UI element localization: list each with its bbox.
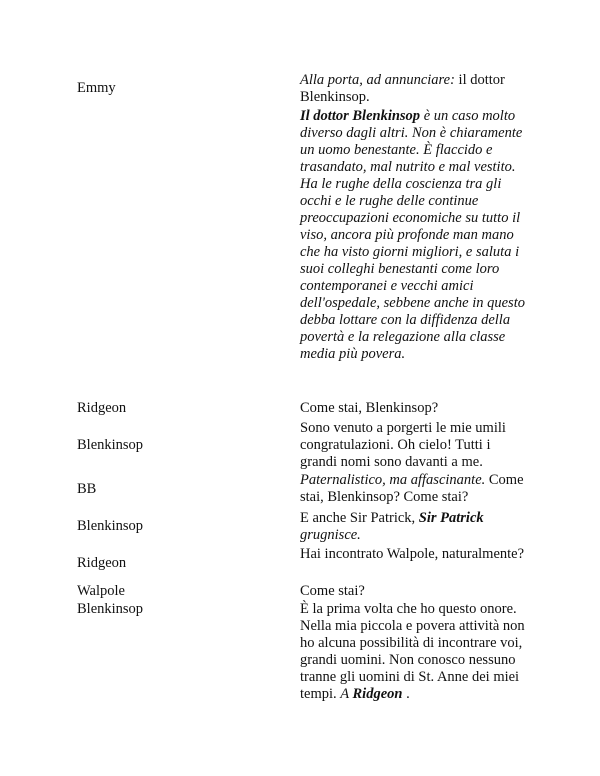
spoken-text: Come stai? xyxy=(300,583,365,599)
dialogue-text xyxy=(300,601,530,703)
dialogue-text xyxy=(300,472,530,506)
speaker-name: BB xyxy=(77,481,97,497)
stage-direction: A xyxy=(340,686,353,702)
character-name: Ridgeon xyxy=(352,686,403,702)
speaker-name: Blenkinsop xyxy=(77,437,144,453)
speaker-name: Ridgeon xyxy=(77,400,127,416)
stage-direction-text xyxy=(300,108,530,363)
stage-direction: grugnisce. xyxy=(300,527,361,543)
spoken-text: Come stai, Blenkinsop? Come stai? xyxy=(300,472,524,505)
speaker-name: Blenkinsop xyxy=(77,518,144,534)
spoken-text: Sono venuto a porgerti le mie umili congratulazioni. Oh cielo! Tutti i grandi nomi sono davanti a me. xyxy=(300,420,506,470)
spoken-text: Hai incontrato Walpole, naturalmente? xyxy=(300,546,525,562)
dialogue-text xyxy=(300,72,530,106)
character-name: Sir Patrick xyxy=(418,510,484,526)
dialogue-text xyxy=(300,510,530,544)
speaker-name: Emmy xyxy=(77,80,116,96)
stage-direction: Paternalistico, ma affascinante. xyxy=(300,472,486,488)
spoken-text: E anche Sir Patrick, xyxy=(300,510,419,526)
stage-direction: Alla porta, ad annunciare: xyxy=(300,72,455,88)
spoken-text: . xyxy=(402,686,410,702)
speaker-name: Ridgeon xyxy=(77,555,127,571)
stage-direction: è un caso molto diverso dagli altri. Non è chiaramente un uomo benestante. È flaccido e trasandato, mal nutrito e mal vestito. Ha le rughe della coscienza tra gli occhi e le rughe delle continue preoccupazioni economiche su tutto il viso, ancora più profonde man mano che ha visto giorni migliori, e saluta i suoi colleghi benestanti come loro contemporanei e vecchi amici dell'ospedale, sebbene anche in questo debba lottare con la diffidenza della povertà e la relegazione alla classe media più povera. xyxy=(300,108,525,362)
spoken-text: il dottor Blenkinsop. xyxy=(300,72,505,105)
spoken-text: Come stai, Blenkinsop? xyxy=(300,400,439,416)
character-name: Il dottor Blenkinsop xyxy=(300,108,421,124)
speaker-name: Blenkinsop xyxy=(77,601,144,617)
spoken-text: È la prima volta che ho questo onore. Nella mia piccola e povera attività non ho alcuna possibilità di incontrare voi, grandi uomini. Non conosco nessuno tranne gli uomini di St. Anne dei miei tempi. xyxy=(300,601,525,702)
speaker-name: Walpole xyxy=(77,583,125,599)
